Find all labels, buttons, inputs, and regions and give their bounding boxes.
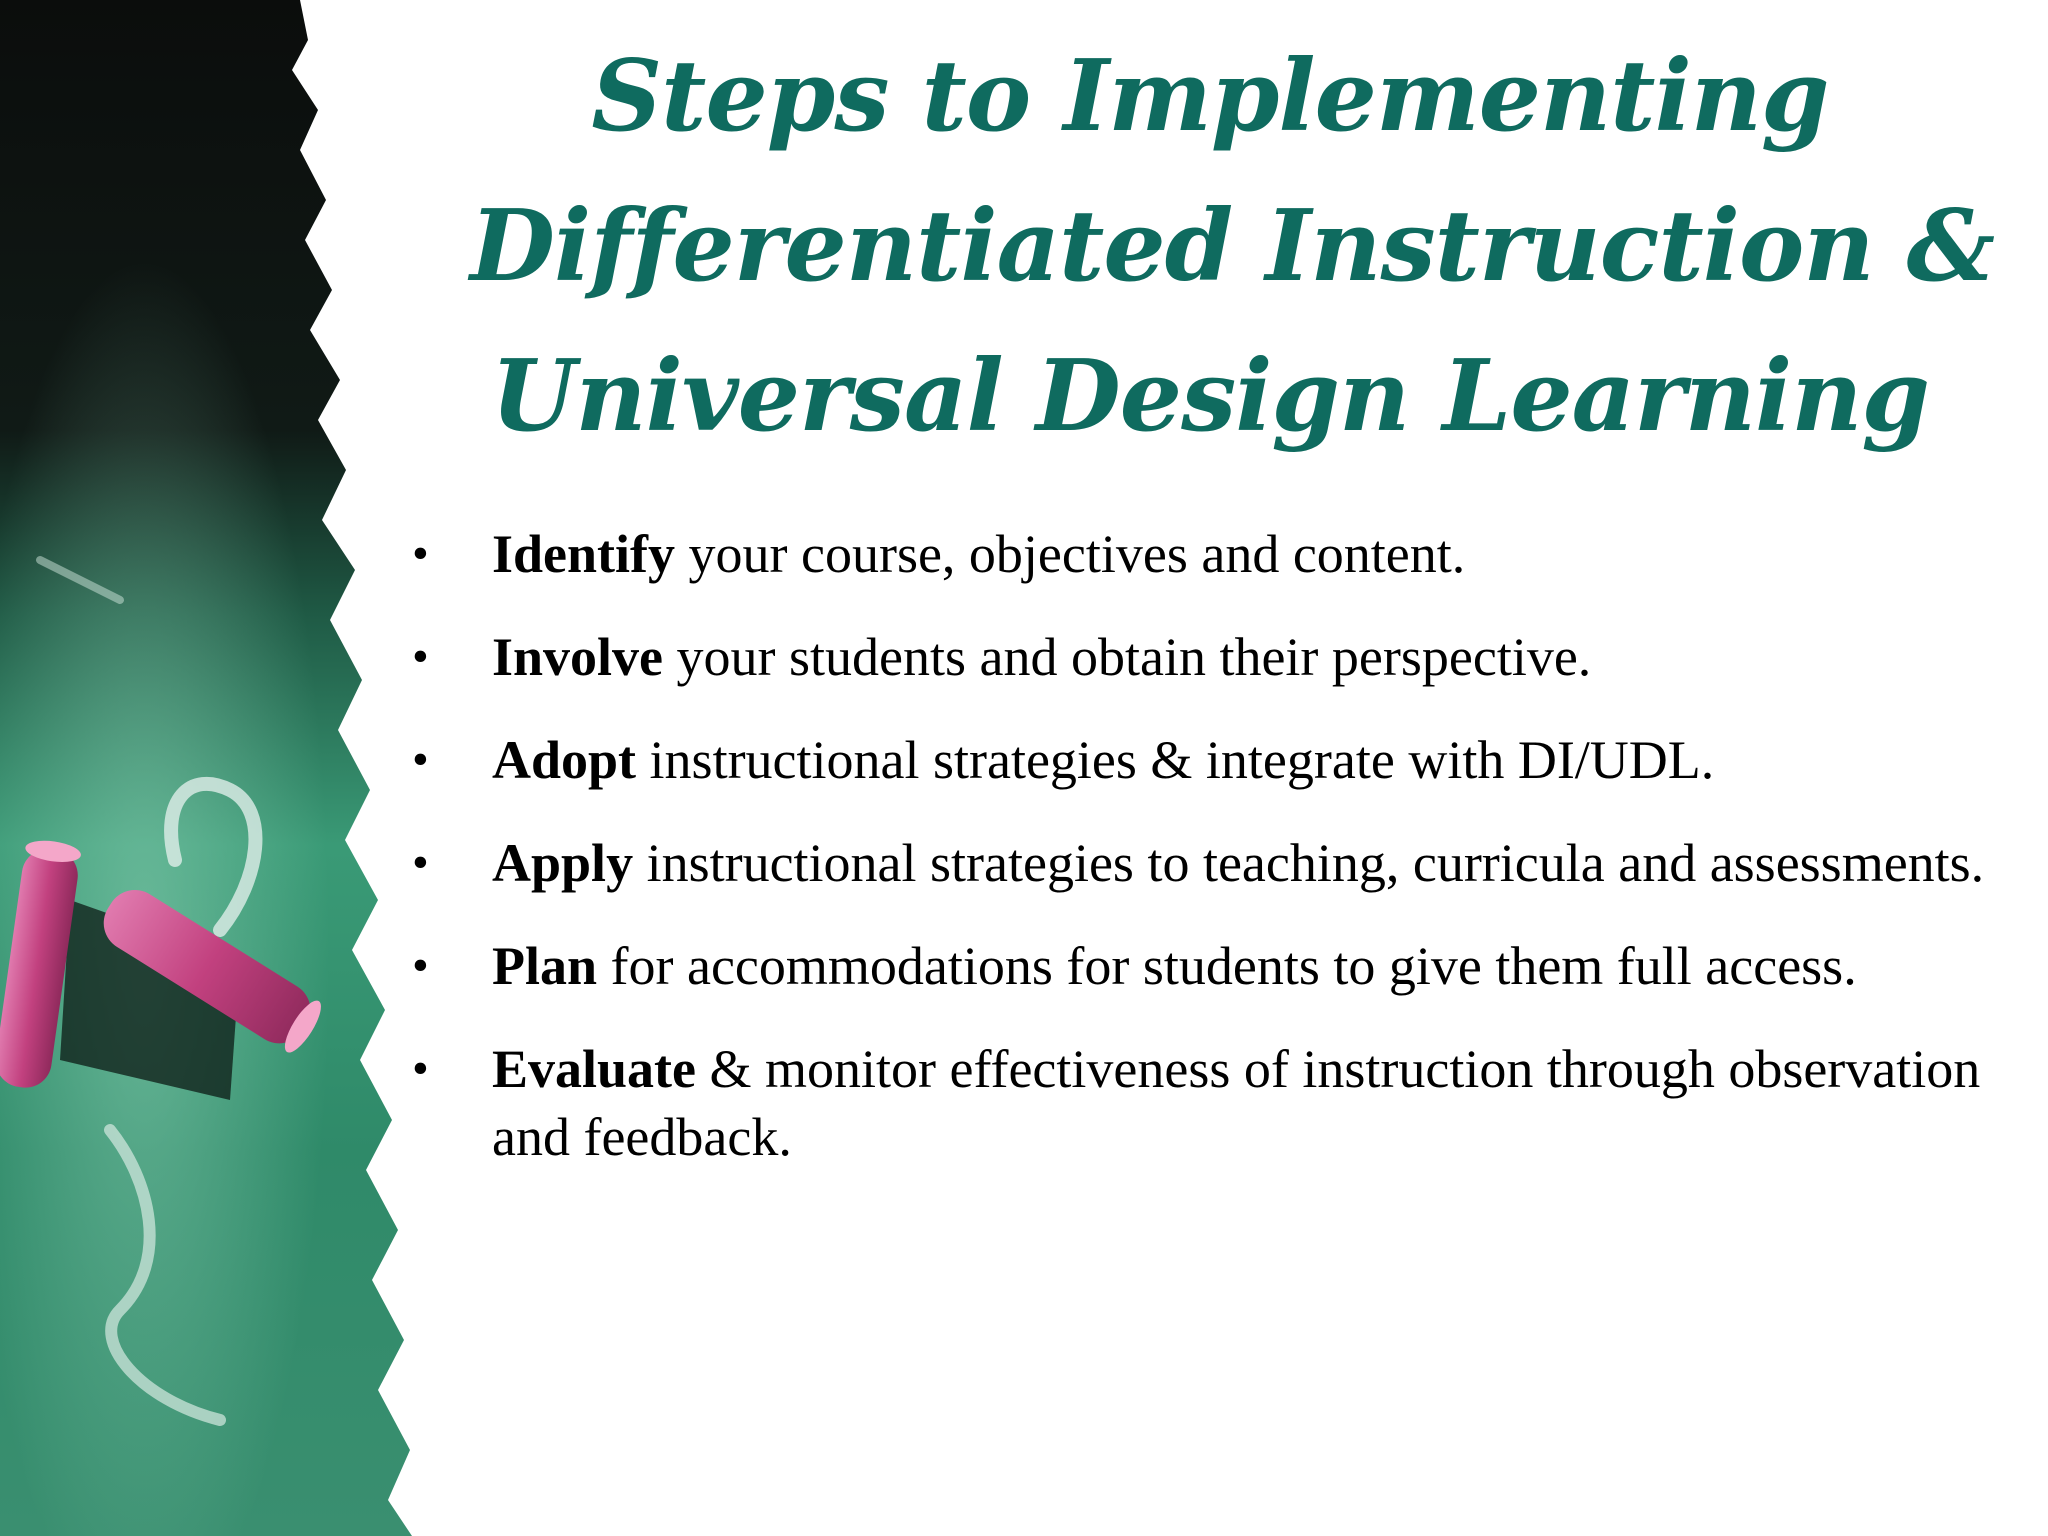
bullet-text: & monitor effectiveness of instruction through observation and feedback. [492,1039,1981,1167]
bullet-item-apply [412,829,2012,897]
bullet-item-evaluate [412,1035,2012,1171]
bullet-keyword: Apply [492,833,634,893]
bullet-keyword: Plan [492,936,598,996]
bullet-item-involve [412,623,2012,691]
bullet-icon: • [412,630,429,683]
slide-title [470,22,1995,472]
bullet-text: for accommodations for students to give them full access. [597,936,1857,996]
bullet-keyword: Adopt [492,730,637,790]
chalkboard-illustration [0,0,480,1536]
bullet-icon: • [412,527,429,580]
bullet-icon: • [412,836,429,889]
bullet-keyword: Involve [492,627,664,687]
bullet-text: your course, objectives and content. [675,524,1466,584]
bullet-text: instructional strategies to teaching, curricula and assessments. [633,833,1985,893]
title-line-1: Steps to Implementing [591,39,1829,154]
chalkboard-image [0,0,480,1536]
bullet-keyword: Evaluate [492,1039,697,1099]
bullet-icon: • [412,939,429,992]
title-line-3: Universal Design Learning [490,339,1930,454]
bullet-keyword: Identify [492,524,676,584]
bullet-text: instructional strategies & integrate with DI/UDL. [636,730,1715,790]
bullet-text: your students and obtain their perspective. [663,627,1592,687]
bullet-list [412,520,2012,1206]
bullet-item-adopt [412,726,2012,794]
bullet-icon: • [412,733,429,786]
bullet-icon: • [412,1042,429,1095]
bullet-item-plan [412,932,2012,1000]
title-line-2: Differentiated Instruction & [470,189,1995,304]
bullet-item-identify [412,520,2012,588]
